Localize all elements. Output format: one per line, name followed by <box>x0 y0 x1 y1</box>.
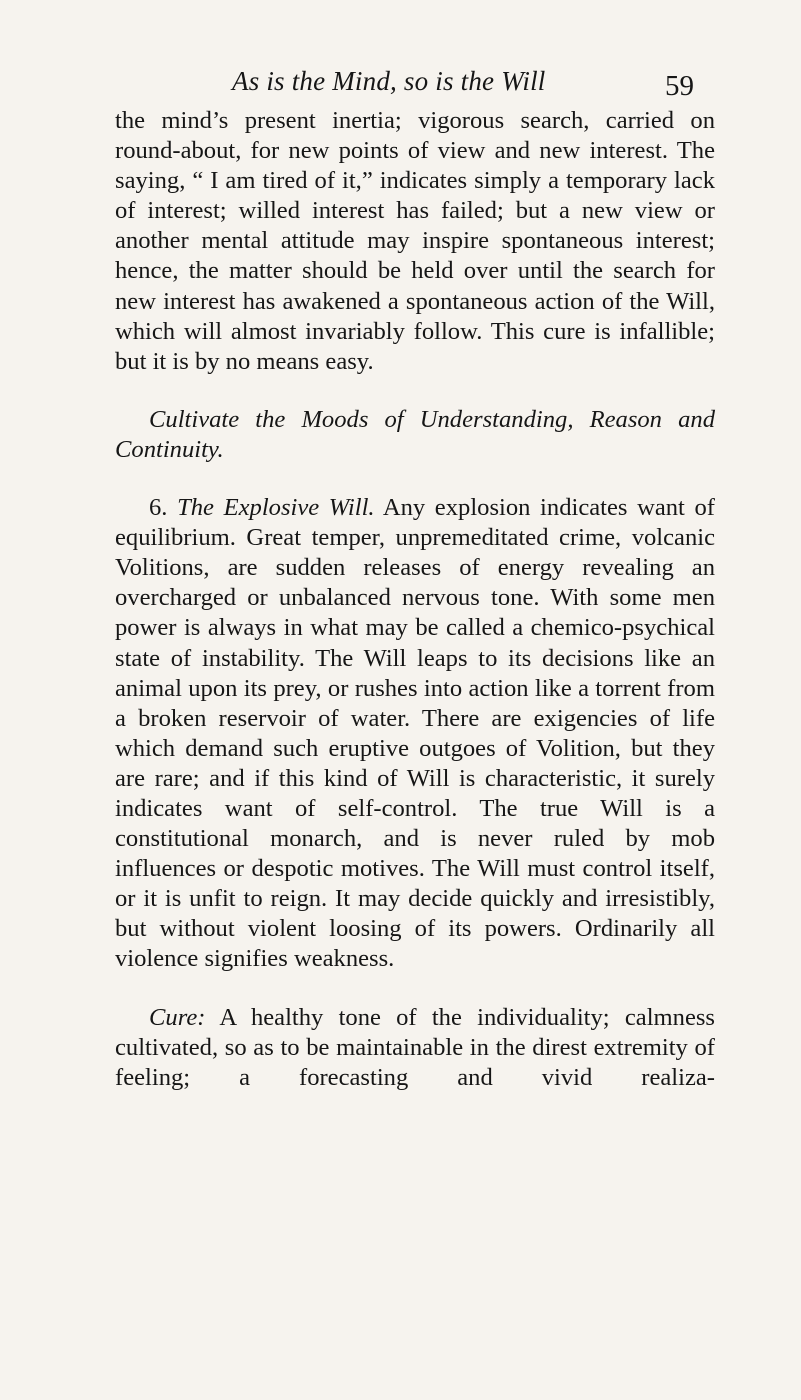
paragraph-gap <box>115 465 715 493</box>
section-6-text: Any explosion indicates want of equilibrium. Great temper, unpremeditated crime, volcanic Volitions, are sudden releases of energy revealing an overcharged or unbalanced nervous tone. With some men power is always in what may be called a chemico-psychical state of instability. The Will leaps to its decisions like an animal upon its prey, or rushes into action like a torrent from a broken reservoir of water. There are exigencies of life which demand such eruptive outgoes of Volition, but they are rare; and if this kind of Will is characteristic, it surely indicates want of self-control. The true Will is a constitutional monarch, and is never ruled by mob influences or despotic motives. The Will must control itself, or it is unfit to reign. It may decide quickly and irresistibly, but without violent loosing of its powers. Ordinarily all violence signifies weakness. <box>115 494 715 973</box>
paragraph-continuation: the mind’s present inertia; vigorous search, carried on round-about, for new points of view and new interest. The saying, “ I am tired of it,” indicates simply a temporary lack of interest; willed interest has failed; but a new view or another mental attitude may inspire spontaneous interest; hence, the matter should be held over until the search for new interest has awakened a spontaneous action of the Will, which will almost invariably follow. This cure is infallible; but it is by no means easy. <box>115 107 715 375</box>
page-body <box>115 106 715 1093</box>
paragraph-gap <box>115 975 715 1003</box>
section-6-title: The Explosive Will. <box>177 494 375 522</box>
cure-label: Cure: <box>149 1003 206 1031</box>
section-6-number: 6. <box>149 494 168 522</box>
cure-paragraph <box>115 1003 715 1093</box>
page-number: 59 <box>665 70 694 102</box>
paragraph-gap <box>115 377 715 405</box>
section-6-paragraph <box>115 493 715 975</box>
running-title: As is the Mind, so is the Will <box>232 66 546 96</box>
section-subheading: Cultivate the Moods of Understanding, Reason and Continuity. <box>115 405 715 463</box>
cure-text: A healthy tone of the individuality; calmness cultivated, so as to be maintainable in the direst extremity of feeling; a forecasting and vivid realiza- <box>115 1003 716 1091</box>
